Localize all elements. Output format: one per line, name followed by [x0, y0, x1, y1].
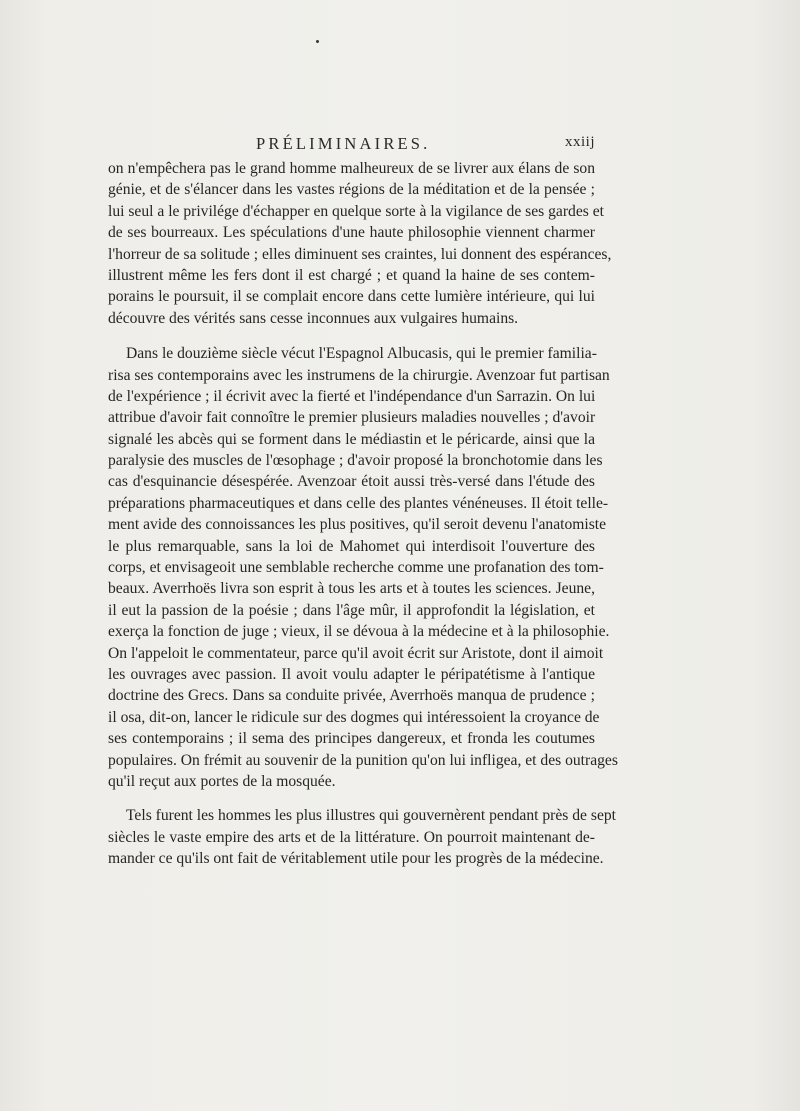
text-line: les ouvrages avec passion. Il avoit voulu adapter le péripatétisme à l'antique: [108, 665, 595, 683]
running-head: [108, 134, 595, 158]
text-line: beaux. Averrhoës livra son esprit à tous les arts et à toutes les sciences. Jeune,: [108, 580, 595, 598]
text-line: ment avide des connoissances les plus positives, qu'il seroit devenu l'anatomiste: [108, 516, 607, 534]
ink-speck: [316, 40, 319, 43]
text-line: exerça la fonction de juge ; vieux, il se dévoua à la médecine et à la philosophie.: [108, 623, 610, 641]
page-number: xxiij: [564, 134, 595, 150]
text-line: signalé les abcès qui se forment dans le médiastin et le péricarde, ainsi que la: [108, 430, 595, 448]
text-line: découvre des vérités sans cesse inconnues aux vulgaires humains.: [108, 309, 519, 327]
text-line: l'horreur de sa solitude ; elles diminuent ses craintes, lui donnent des espérances,: [108, 245, 612, 263]
text-line: le plus remarquable, sans la loi de Mahomet qui interdisoit l'ouverture des: [108, 537, 595, 555]
text-line: lui seul a le privilége d'échapper en quelque sorte à la vigilance de ses gardes et: [108, 202, 604, 220]
text-line: siècles le vaste empire des arts et de la littérature. On pourroit maintenant de-: [108, 828, 595, 846]
text-line: préparations pharmaceutiques et dans celle des plantes vénéneuses. Il étoit telle-: [108, 494, 609, 512]
text-line: il eut la passion de la poésie ; dans l'âge mûr, il approfondit la législation, et: [108, 601, 595, 619]
text-line: de ses bourreaux. Les spéculations d'une haute philosophie viennent charmer: [108, 224, 595, 242]
running-head-title: PRÉLIMINAIRES.: [256, 134, 431, 153]
text-line: attribue d'avoir fait connoître le premier plusieurs maladies nouvelles ; d'avoir: [108, 409, 596, 427]
text-line: illustrent même les fers dont il est chargé ; et quand la haine de ses contem-: [108, 266, 595, 284]
text-line: qu'il reçut aux portes de la mosquée.: [108, 772, 336, 790]
text-line: On l'appeloit le commentateur, parce qu'il avoit écrit sur Aristote, dont il aimoit: [108, 644, 604, 662]
text-line: populaires. On frémit au souvenir de la punition qu'on lui infligea, et des outrages: [108, 751, 618, 769]
text-line: génie, et de s'élancer dans les vastes régions de la méditation et de la pensée ;: [108, 181, 595, 199]
text-line: Tels furent les hommes les plus illustres qui gouvernèrent pendant près de sept: [126, 807, 616, 825]
paragraph-2: [108, 343, 618, 792]
text-line: risa ses contemporains avec les instrumens de la chirurgie. Avenzoar fut partisan: [108, 366, 610, 384]
text-line: de l'expérience ; il écrivit avec la fierté et l'indépendance d'un Sarrazin. On lui: [108, 387, 596, 405]
text-line: ses contemporains ; il sema des principes dangereux, et fronda les coutumes: [108, 730, 595, 748]
text-line: Dans le douzième siècle vécut l'Espagnol Albucasis, qui le premier familia-: [126, 345, 597, 363]
text-line: mander ce qu'ils ont fait de véritablement utile pour les progrès de la médecine.: [108, 850, 604, 868]
text-line: porains le poursuit, il se complait encore dans cette lumière intérieure, qui lui: [108, 288, 595, 306]
text-line: on n'empêchera pas le grand homme malheureux de se livrer aux élans de son: [108, 160, 595, 177]
text-line: corps, et envisageoit une semblable recherche comme une profanation des tom-: [108, 559, 604, 577]
text-line: cas d'esquinancie désespérée. Avenzoar étoit aussi très-versé dans l'étude des: [108, 473, 595, 491]
paragraph-1: [108, 158, 612, 329]
paragraph-3: [108, 805, 616, 869]
text-line: paralysie des muscles de l'œsophage ; d'avoir proposé la bronchotomie dans les: [108, 452, 603, 470]
text-line: il osa, dit-on, lancer le ridicule sur des dogmes qui intéressoient la croyance de: [108, 708, 600, 726]
text-line: doctrine des Grecs. Dans sa conduite privée, Averrhoës manqua de prudence ;: [108, 687, 595, 705]
body-text: [108, 158, 618, 870]
